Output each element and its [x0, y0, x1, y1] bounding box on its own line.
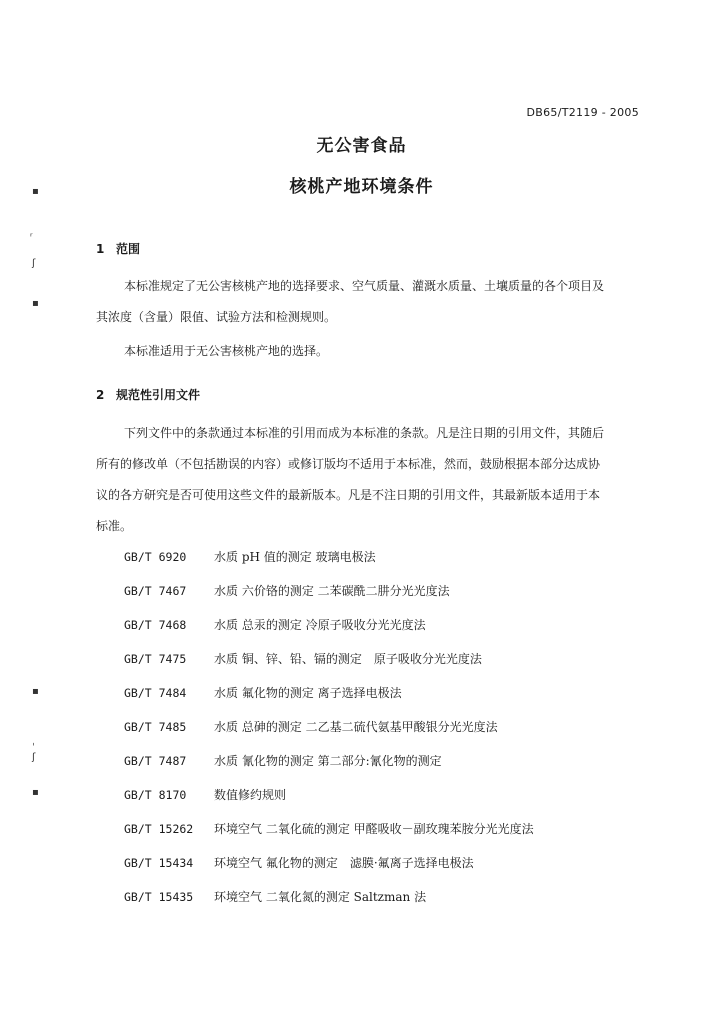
reference-code: GB/T 15435	[124, 890, 194, 904]
reference-item	[124, 684, 624, 718]
reference-item	[124, 752, 624, 786]
scan-speck: ʃ	[32, 752, 36, 763]
reference-title: 水质 总砷的测定 二乙基二硫代氨基甲酸银分光光度法	[214, 720, 498, 734]
reference-code: GB/T 15262	[124, 822, 194, 836]
paragraph-line: 本标准适用于无公害核桃产地的选择。	[124, 344, 329, 358]
reference-title: 水质 pH 值的测定 玻璃电极法	[214, 550, 376, 564]
scan-speck: ʃ	[32, 258, 36, 269]
paragraph-line: 其浓度（含量）限值、试验方法和检测规则。	[96, 310, 337, 324]
references-paragraph	[96, 418, 646, 542]
reference-title: 水质 氰化物的测定 第二部分:氰化物的测定	[214, 754, 442, 768]
standard-code: DB65/T2119 - 2005	[526, 106, 639, 119]
section-heading-scope	[96, 240, 140, 257]
reference-item	[124, 854, 624, 888]
reference-item	[124, 582, 624, 616]
reference-code: GB/T 7467	[124, 584, 187, 598]
reference-code: GB/T 7484	[124, 686, 187, 700]
reference-title: 水质 总汞的测定 冷原子吸收分光光度法	[214, 618, 426, 632]
document-title-line2: 核桃产地环境条件	[289, 177, 434, 197]
section-number: 1	[96, 242, 105, 256]
document-title-line1: 无公害食品	[316, 136, 407, 156]
paragraph-line: 下列文件中的条款通过本标准的引用而成为本标准的条款。凡是注日期的引用文件，其随后	[124, 426, 605, 440]
scan-speck: ʳ	[30, 232, 33, 243]
reference-item	[124, 888, 624, 922]
reference-title: 数值修约规则	[214, 788, 287, 802]
reference-item	[124, 548, 624, 582]
reference-item	[124, 616, 624, 650]
reference-code: GB/T 6920	[124, 550, 187, 564]
scope-paragraph-2	[96, 336, 646, 367]
paragraph-line: 议的各方研究是否可使用这些文件的最新版本。凡是不注日期的引用文件，其最新版本适用于本	[96, 488, 601, 502]
reference-title: 环境空气 氟化物的测定 滤膜·氟离子选择电极法	[214, 856, 474, 870]
reference-code: GB/T 7487	[124, 754, 187, 768]
reference-code: GB/T 7485	[124, 720, 187, 734]
reference-code: GB/T 8170	[124, 788, 187, 802]
scan-speck: ▪	[32, 298, 39, 309]
reference-title: 水质 铜、锌、铅、镉的测定 原子吸收分光光度法	[214, 652, 482, 666]
reference-code: GB/T 15434	[124, 856, 194, 870]
reference-item	[124, 786, 624, 820]
reference-title: 水质 氟化物的测定 离子选择电极法	[214, 686, 402, 700]
section-title: 规范性引用文件	[116, 388, 201, 402]
reference-code: GB/T 7475	[124, 652, 187, 666]
section-number: 2	[96, 388, 105, 402]
reference-title: 环境空气 二氧化硫的测定 甲醛吸收－副玫瑰苯胺分光光度法	[214, 822, 534, 836]
scope-paragraph-1	[96, 271, 646, 333]
reference-code: GB/T 7468	[124, 618, 187, 632]
paragraph-line: 所有的修改单（不包括勘误的内容）或修订版均不适用于本标准，然而，鼓励根据本部分达成协	[96, 457, 601, 471]
reference-title: 水质 六价铬的测定 二苯碳酰二肼分光光度法	[214, 584, 450, 598]
section-title: 范围	[116, 242, 141, 256]
scan-speck: ▪	[32, 787, 39, 798]
reference-item	[124, 650, 624, 684]
paragraph-line: 标准。	[96, 519, 133, 533]
scan-speck: ˌ	[32, 736, 35, 747]
section-heading-normative-references	[96, 386, 200, 403]
reference-title: 环境空气 二氧化氮的测定 Saltzman 法	[214, 890, 427, 904]
reference-item	[124, 820, 624, 854]
scan-speck: ▪	[32, 686, 39, 697]
reference-item	[124, 718, 624, 752]
paragraph-line: 本标准规定了无公害核桃产地的选择要求、空气质量、灌溉水质量、土壤质量的各个项目及	[124, 279, 605, 293]
scan-speck: ▪	[32, 186, 39, 197]
reference-list	[124, 548, 624, 922]
